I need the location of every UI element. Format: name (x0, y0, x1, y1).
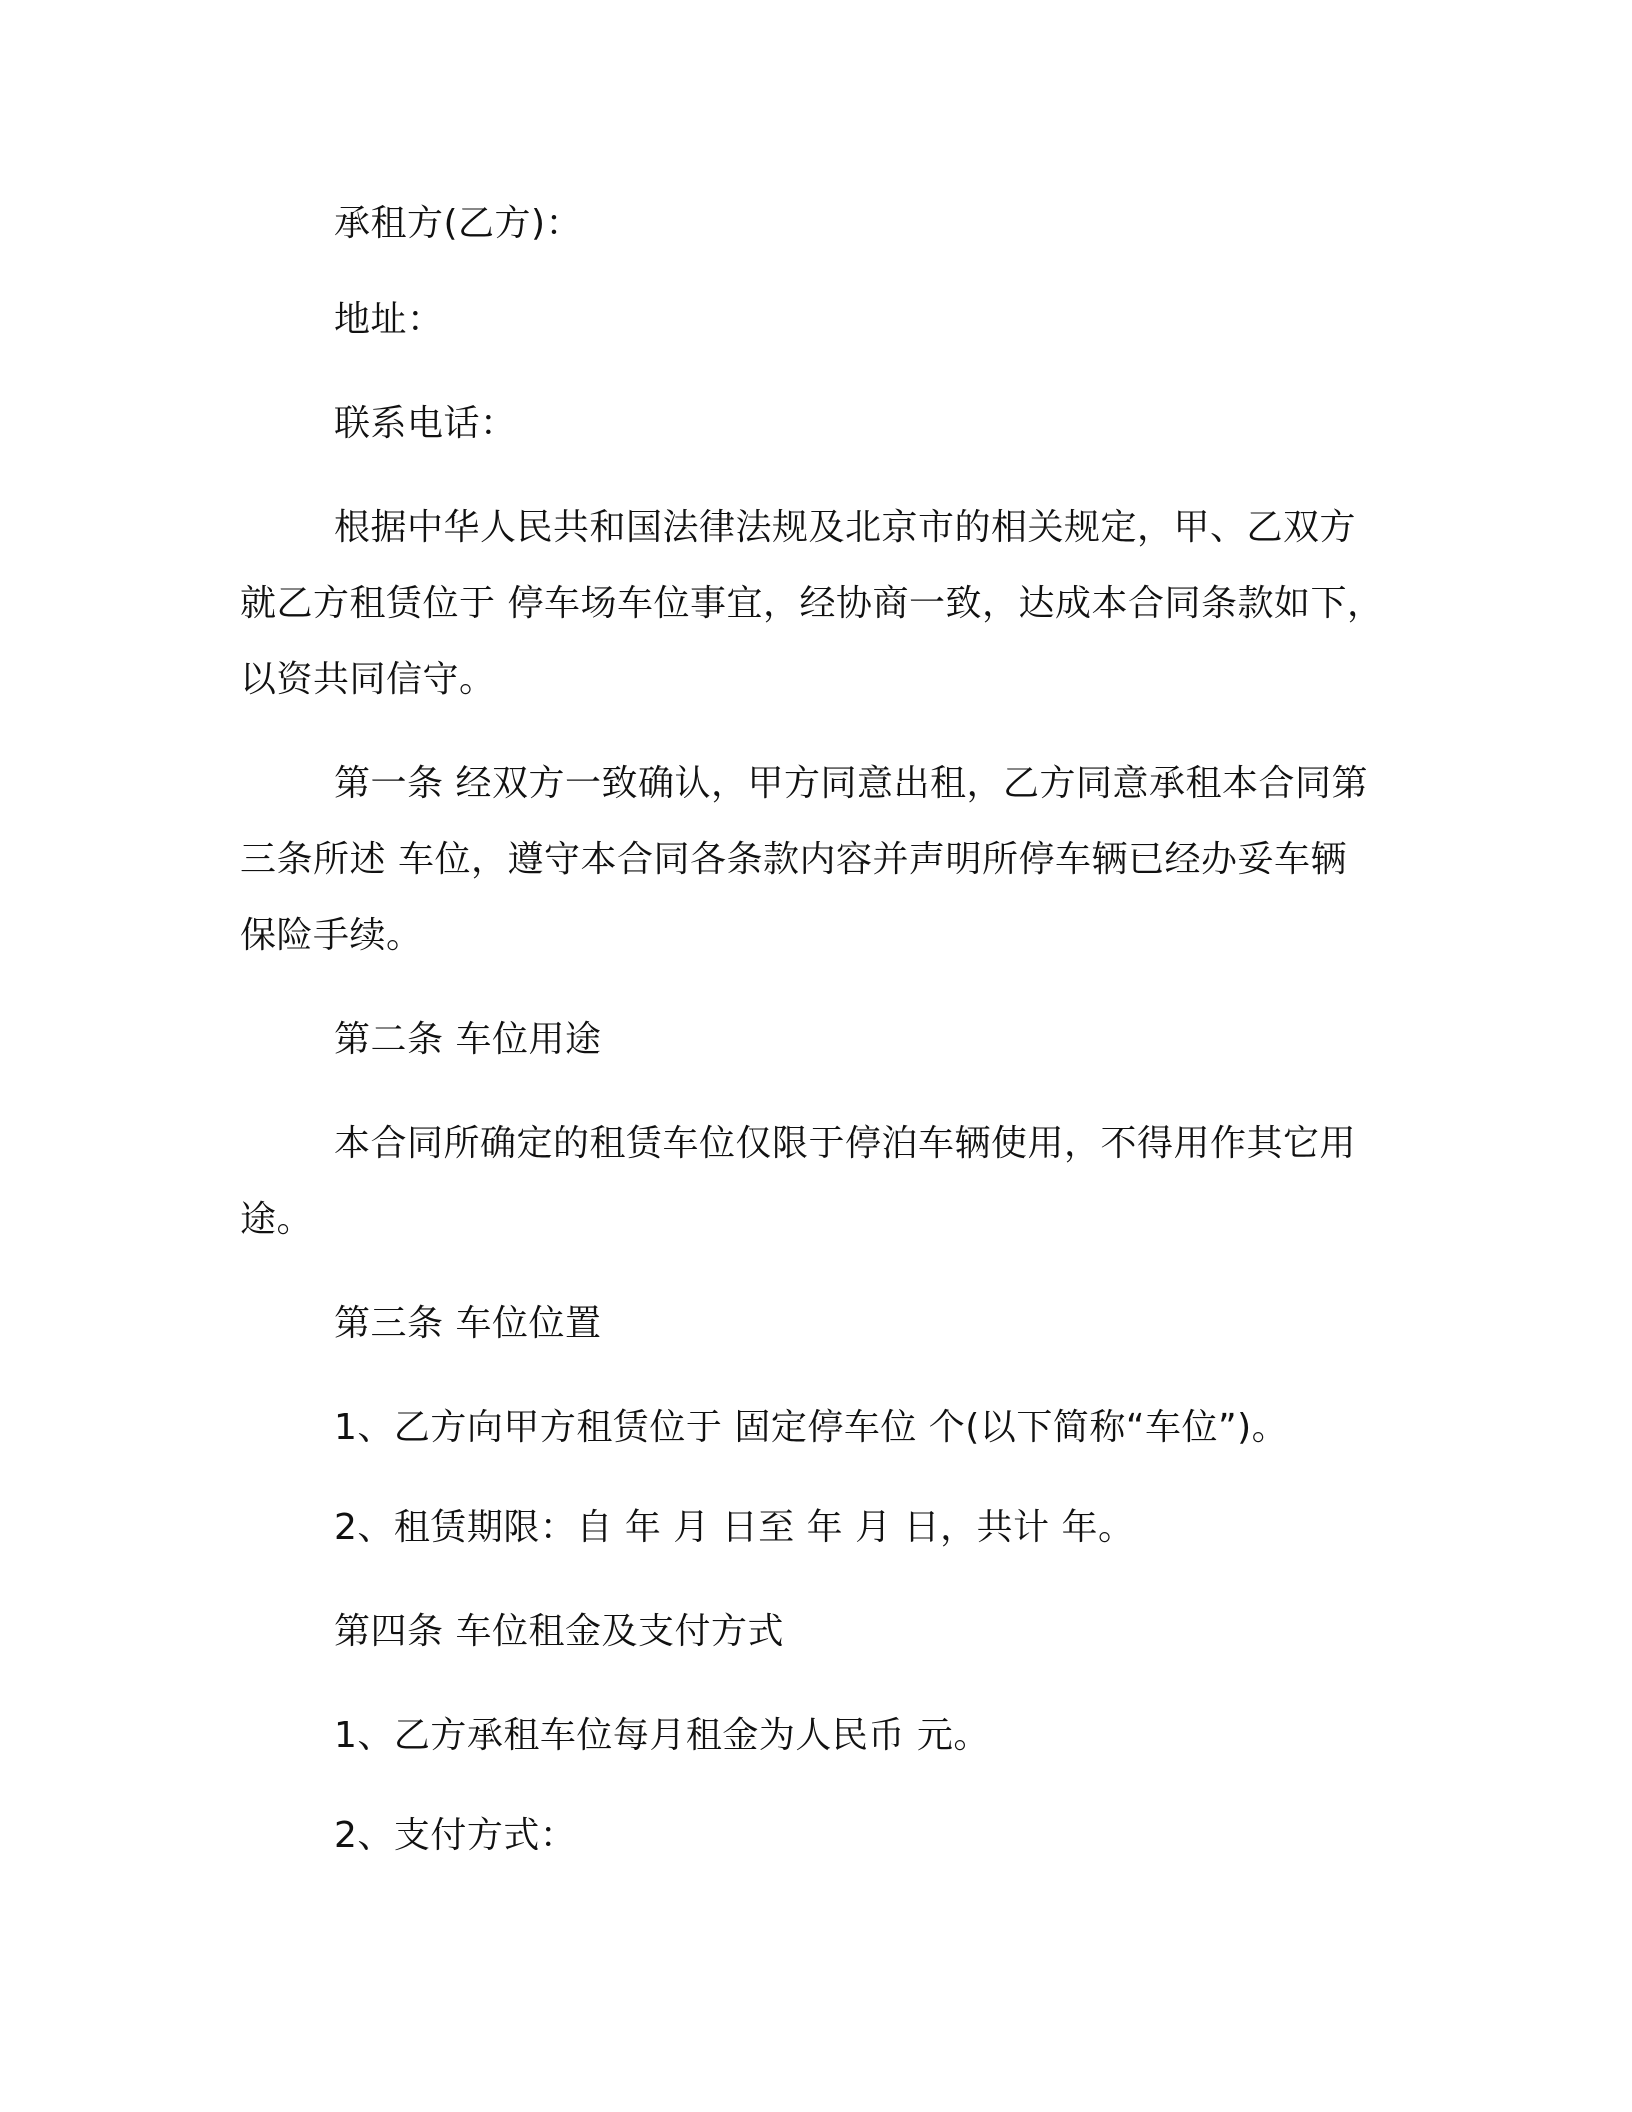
text-line: 就乙方租赁位于 停车场车位事宜，经协商一致，达成本合同条款如下， (240, 583, 1384, 624)
article-3-title (240, 1286, 1494, 1362)
text-line: 本合同所确定的租赁车位仅限于停泊车辆使用，不得用作其它用 (334, 1123, 1357, 1164)
article-4-title (240, 1594, 1494, 1670)
lessee-label (240, 186, 1494, 262)
text-line: 根据中华人民共和国法律法规及北京市的相关规定，甲、乙双方 (334, 507, 1357, 548)
phone-label (240, 386, 1494, 462)
text-line: 承租方(乙方)： (334, 203, 583, 244)
article-2-body (240, 1106, 1400, 1258)
text-line: 第三条 车位位置 (334, 1303, 602, 1344)
article-4-item-1 (240, 1698, 1494, 1774)
text-line: 地址： (334, 299, 444, 340)
text-line: 第四条 车位租金及支付方式 (334, 1611, 784, 1652)
text-line: 途。 (240, 1199, 314, 1240)
preamble-paragraph (240, 490, 1400, 718)
text-line: 联系电话： (334, 403, 517, 444)
address-label (240, 282, 1494, 358)
text-line: 第二条 车位用途 (334, 1019, 602, 1060)
text-line: 第一条 经双方一致确认，甲方同意出租，乙方同意承租本合同第 (334, 763, 1368, 804)
text-line: 1、乙方向甲方租赁位于 固定停车位 个(以下简称“车位”)。 (334, 1407, 1289, 1448)
article-4-item-2 (240, 1798, 1494, 1874)
article-3-item-2 (240, 1490, 1494, 1566)
text-line: 保险手续。 (240, 915, 423, 956)
article-1-paragraph (240, 746, 1400, 974)
text-line: 以资共同信守。 (240, 659, 496, 700)
text-line: 2、支付方式： (334, 1815, 577, 1856)
article-3-item-1 (240, 1390, 1494, 1466)
text-line: 1、乙方承租车位每月租金为人民币 元。 (334, 1715, 990, 1756)
article-2-title (240, 1002, 1494, 1078)
text-line: 三条所述 车位，遵守本合同各条款内容并声明所停车辆已经办妥车辆 (240, 839, 1347, 880)
text-line: 2、租赁期限：自 年 月 日至 年 月 日，共计 年。 (334, 1507, 1135, 1548)
